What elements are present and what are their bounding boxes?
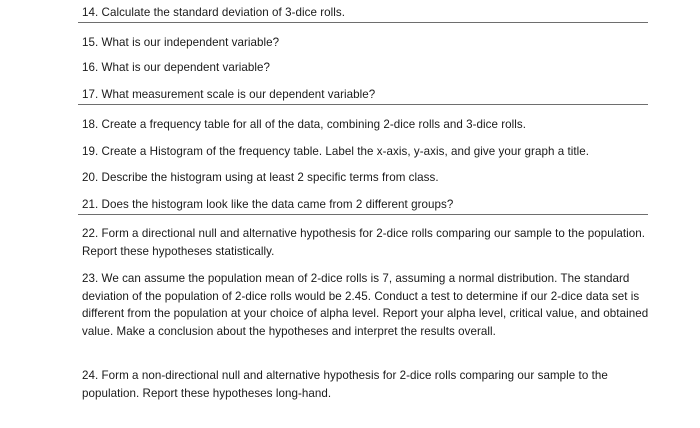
question-16: 16. What is our dependent variable? (82, 61, 271, 74)
question-23: 23. We can assume the population mean of 2-dice rolls is 7, assuming a normal distribution. The standard deviation of the population of 2-dice rolls would be 2.45. Conduct a test to determine if our 2-dice data set is different from the population at your choice of alpha level. Report your alpha level, critical value, and obtained value. Make a conclusion about the hypotheses and interpret the results overall. (82, 272, 649, 338)
question-20: 20. Describe the histogram using at least 2 specific terms from class. (82, 171, 439, 184)
divider-line (78, 104, 648, 105)
question-19: 19. Create a Histogram of the frequency table. Label the x-axis, y-axis, and give your graph a title. (82, 145, 590, 158)
question-14: 14. Calculate the standard deviation of 3-dice rolls. (82, 6, 346, 19)
question-22: 22. Form a directional null and alternative hypothesis for 2-dice rolls comparing our sample to the population. Report these hypotheses statistically. (82, 227, 645, 258)
question-17: 17. What measurement scale is our dependent variable? (82, 88, 376, 101)
divider-line (78, 214, 648, 215)
question-21: 21. Does the histogram look like the data came from 2 different groups? (82, 198, 454, 211)
question-24: 24. Form a non-directional null and alternative hypothesis for 2-dice rolls comparing our sample to the population. Report these hypotheses long-hand. (82, 369, 608, 400)
question-15: 15. What is our independent variable? (82, 36, 280, 49)
divider-line (78, 22, 648, 23)
question-18: 18. Create a frequency table for all of the data, combining 2-dice rolls and 3-dice rolls. (82, 118, 527, 131)
